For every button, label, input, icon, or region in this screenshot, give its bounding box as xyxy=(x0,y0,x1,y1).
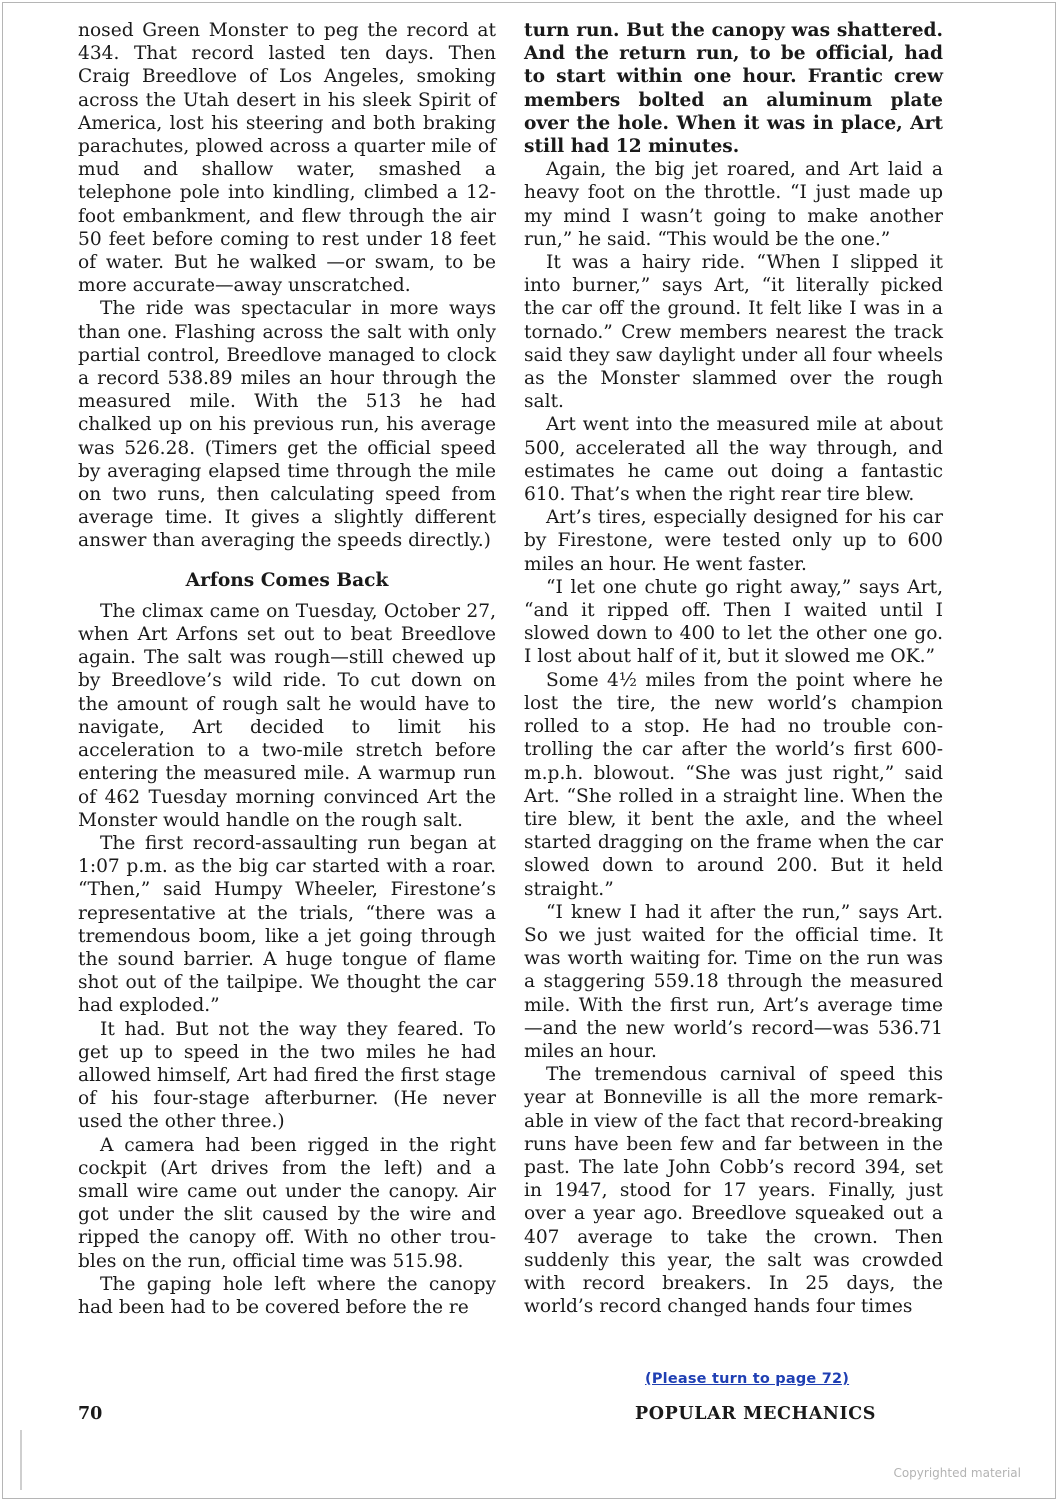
paragraph: Art went into the measured mile at about 500, accelerated all the way through, and estimates he came out doing a fantastic 610. That’s when the right rear tire blew. xyxy=(524,414,943,506)
continued-on-page-link[interactable]: (Please turn to page 72) xyxy=(645,1371,850,1387)
paragraph: It had. But not the way they feared. To get up to speed in the two miles he had allowed himself, Art had fired the first stage of his four-stage afterburner. (He never used the other three.) xyxy=(78,1018,496,1133)
scan-gutter-line xyxy=(20,1430,22,1490)
paragraph: The ride was spectacular in more ways than one. Flashing across the salt with only partial control, Breedlove managed to clock a record 538.89 miles an hour through the measured mile. With the 513 he had chalked up on his previous run, his average was 526.28. (Timers get the official speed by averaging elapsed time through the mile on two runs, then calculating speed from average time. It gives a slightly different answer than averaging the speeds directly.) xyxy=(78,298,496,552)
paragraph: The tremendous carnival of speed this year at Bonneville is all the more remarkable in view of the fact that record-breaking runs have been few and far between in the past. The late John Cobb’s record 394, set in 1947, stood for 17 years. Finally, just over a year ago. Breedlove squeaked out a 407 average to take the crown. Then suddenly this year, the salt was crowded with record breakers. In 25 days, the world’s record changed hands four times xyxy=(524,1064,943,1318)
paragraph: A camera had been rigged in the right cockpit (Art drives from the left) and a small wire came out under the canopy. Air got under the slit caused by the wire and ripped the canopy off. With no other troubles on the run, official time was 515.98. xyxy=(78,1134,496,1272)
section-subhead: Arfons Comes Back xyxy=(185,569,389,591)
paragraph: The climax came on Tuesday, October 27, when Art Arfons set out to beat Breedlove again. The salt was rough—still chewed up by Breedlove’s wild ride. To cut down on the amount of rough salt he would have to navigate, Art decided to limit his acceleration to a two-mile stretch before entering the measured mile. A warmup run of 462 Tuesday morning convinced Art the Monster would handle on the rough salt. xyxy=(78,600,496,831)
magazine-page xyxy=(2,2,1056,1499)
page-number: 70 xyxy=(78,1404,103,1424)
paragraph: “I knew I had it after the run,” says Art. So we just waited for the official time. It was worth waiting for. Time on the run was a staggering 559.18 through the measured mile. With the first run, Art’s average time—and the new world’s record—was 536.71 miles an hour. xyxy=(524,901,943,1062)
paragraph: The gaping hole left where the canopy had been had to be covered before the re xyxy=(78,1273,496,1318)
paragraph: Art’s tires, especially designed for his car by Firestone, were tested only up to 600 miles an hour. He went faster. xyxy=(524,507,943,575)
paragraph: Some 4½ miles from the point where he lost the tire, the new world’s champion rolled to a stop. He had no trouble controlling the car after the world’s first 600-m.p.h. blowout. “She was just right,” said Art. “She rolled in a straight line. When the tire blew, it bent the axle, and the wheel started dragging on the frame when the car slowed down to around 200. But it held straight.” xyxy=(524,669,943,900)
paragraph: It was a hairy ride. “When I slipped it into burner,” says Art, “it literally picked the car off the ground. It felt like I was in a tornado.” Crew members nearest the track said they saw daylight under all four wheels as the Monster slammed over the rough salt. xyxy=(524,252,943,413)
left-column xyxy=(78,19,496,1319)
paragraph: nosed Green Monster to peg the record at 434. That record lasted ten days. Then Craig Breedlove of Los Angeles, smoking across the Utah desert in his sleek Spirit of America, lost his steering and both braking parachutes, plowed across a quarter mile of mud and shallow water, smashed a telephone pole into kindling, climbed a 12-foot embankment, and flew through the air 50 feet before coming to rest under 18 feet of water. But he walked —or swam, to be more accurate—away unscratched. xyxy=(78,20,496,297)
paragraph: turn run. But the canopy was shattered. And the return run, to be official, had to start within one hour. Frantic crew members bolted an aluminum plate over the hole. When it was in place, Art still had 12 minutes. xyxy=(524,20,943,158)
copyright-watermark: Copyrighted material xyxy=(893,1466,1021,1480)
paragraph: Again, the big jet roared, and Art laid a heavy foot on the throttle. “I just made up my mind I wasn’t going to make another run,” he said. “This would be the one.” xyxy=(524,159,943,250)
magazine-name: POPULAR MECHANICS xyxy=(635,1404,877,1424)
right-column xyxy=(524,19,943,1318)
paragraph: “I let one chute go right away,” says Art, “and it ripped off. Then I waited until I slowed down to 400 to let the other one go. I lost about half of it, but it slowed me OK.” xyxy=(524,576,943,668)
paragraph: The first record-assaulting run began at 1:07 p.m. as the big car started with a roar. “Then,” said Humpy Wheeler, Firestone’s representative at the trials, “there was a tremendous boom, like a jet going through the sound barrier. A huge tongue of flame shot out of the tailpipe. We thought the car had exploded.” xyxy=(78,832,496,1017)
